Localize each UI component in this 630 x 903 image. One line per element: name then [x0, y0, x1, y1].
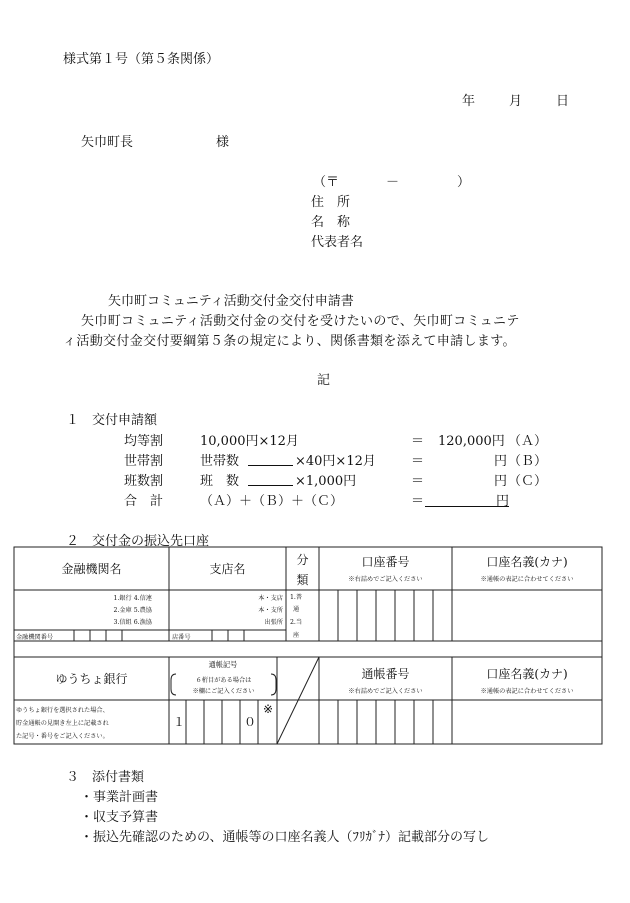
body-text-line1: 矢巾町コミュニティ活動交付金の交付を受けたいので、矢巾町コミュニテ: [81, 314, 520, 329]
header-account-holder: 口座名義(カナ): [486, 555, 568, 569]
branch-code-label: 店番号: [172, 634, 191, 641]
header-class-1: 分: [296, 553, 309, 567]
representative-label: 代表者名: [311, 235, 364, 250]
section1-heading: １ 交付申請額: [66, 413, 158, 428]
row-group-eq: ＝: [411, 474, 425, 489]
form-number: 様式第１号（第５条関係）: [63, 52, 220, 67]
header-account-note: ※右詰めでご記入ください: [348, 576, 423, 583]
row-household-label: 世帯割: [124, 454, 164, 469]
header-branch-name: 支店名: [209, 562, 246, 576]
header-holder-note: ※通帳の表記に合わせてください: [480, 576, 574, 583]
address-label: 住 所: [311, 195, 351, 210]
bank-type-1[interactable]: 1.銀行 4.信連: [113, 595, 152, 602]
yucho-bank-label: ゆうちょ銀行: [55, 672, 128, 686]
row-group-tag: （Ｃ）: [508, 474, 548, 489]
date-day: 日: [556, 94, 570, 109]
passbook-number-note: ※右詰めでご記入ください: [348, 688, 423, 695]
passbook-note-2: ※欄にご記入ください: [192, 688, 255, 695]
row-group-amount: 円: [494, 474, 508, 489]
account-number-input[interactable]: [320, 591, 451, 640]
row-group-formula-b: ×1,000円: [295, 474, 357, 489]
attachment-1: ・事業計画書: [80, 790, 159, 805]
section3-heading: ３ 添付書類: [66, 770, 145, 785]
account-holder-input[interactable]: [453, 591, 601, 640]
row-total-formula: （Ａ）＋（Ｂ）＋（Ｃ）: [200, 494, 344, 509]
row-group-formula-a: 班 数: [200, 474, 240, 489]
bank-type-3[interactable]: 3.信組 6.漁協: [113, 619, 152, 626]
attachment-3: ・振込先確認のための、通帳等の口座名義人（ﾌﾘｶﾞﾅ）記載部分の写し: [80, 830, 489, 845]
header-class-2: 類: [296, 573, 309, 587]
row-household-tag: （Ｂ）: [508, 454, 548, 469]
passbook-code-input[interactable]: [187, 701, 239, 743]
yucho-holder-label: 口座名義(カナ): [486, 667, 568, 681]
yucho-note-1: ゆうちょ銀行を選択された場合、: [16, 707, 109, 714]
row-total-eq: ＝: [411, 494, 425, 509]
passbook-number-input[interactable]: [320, 701, 451, 743]
passbook-asterisk: ※: [263, 702, 274, 716]
row-equal-tag: （Ａ）: [508, 434, 548, 449]
row-equal-eq: ＝: [411, 434, 425, 449]
postal-open: （〒: [313, 175, 340, 190]
row-group-label: 班数割: [124, 474, 164, 489]
row-household-amount: 円: [494, 454, 508, 469]
row-total-label: 合 計: [124, 494, 164, 509]
row-equal-amount: 120,000円: [438, 434, 505, 449]
passbook-note-1: ６桁目がある場合は: [195, 677, 252, 684]
date-year: 年: [462, 94, 476, 109]
branch-name-input[interactable]: [170, 591, 220, 629]
branch-type-3[interactable]: 出張所: [264, 619, 283, 626]
name-label: 名 称: [311, 215, 351, 230]
date-month: 月: [509, 94, 523, 109]
header-bank-name: 金融機関名: [61, 562, 122, 576]
row-household-formula-b: ×40円×12月: [295, 454, 376, 469]
yucho-note-3: た記号・番号をご記入ください。: [16, 733, 109, 740]
passbook-code-label: 通帳記号: [208, 660, 238, 669]
addressee-name: 矢巾町長: [81, 135, 134, 150]
yucho-note-2: 貯金通帳の見開き左上に記載され: [16, 720, 109, 727]
passbook-number-label: 通帳番号: [361, 667, 410, 681]
postal-close: ）: [457, 175, 471, 190]
row-household-eq: ＝: [411, 454, 425, 469]
header-account-number: 口座番号: [361, 555, 410, 569]
bank-type-2[interactable]: 2.金庫 5.農協: [113, 607, 152, 614]
row-equal-label: 均等割: [124, 434, 164, 449]
bank-name-input[interactable]: [15, 591, 80, 629]
row-total-amount: 円: [495, 494, 509, 509]
postal-dash: －: [386, 175, 400, 190]
yucho-holder-note: ※通帳の表記に合わせてください: [480, 688, 574, 695]
bank-code-label: 金融機関番号: [16, 634, 54, 641]
body-text-line2: ィ活動交付金交付要綱第５条の規定により、関係書類を添えて申請します。: [63, 334, 516, 349]
class-type-4: 座: [293, 632, 300, 639]
class-type-3[interactable]: 2.当: [290, 619, 303, 626]
passbook-digit-first: １: [173, 715, 186, 729]
ki-heading: 記: [317, 373, 331, 388]
row-equal-formula: 10,000円×12月: [200, 434, 299, 449]
yucho-holder-input[interactable]: [453, 701, 601, 743]
branch-type-2[interactable]: 本・支所: [258, 607, 283, 614]
addressee-honorific: 様: [216, 135, 230, 150]
document-title: 矢巾町コミュニティ活動交付金交付申請書: [108, 294, 354, 309]
class-type-2: 通: [293, 606, 300, 613]
section2-heading: ２ 交付金の振込先口座: [66, 534, 210, 549]
attachment-2: ・収支予算書: [80, 810, 159, 825]
class-type-1[interactable]: 1.普: [290, 594, 303, 601]
passbook-digit-zero: ０: [244, 715, 257, 729]
branch-type-1[interactable]: 本・支店: [258, 595, 283, 602]
row-household-formula-a: 世帯数: [200, 454, 240, 469]
